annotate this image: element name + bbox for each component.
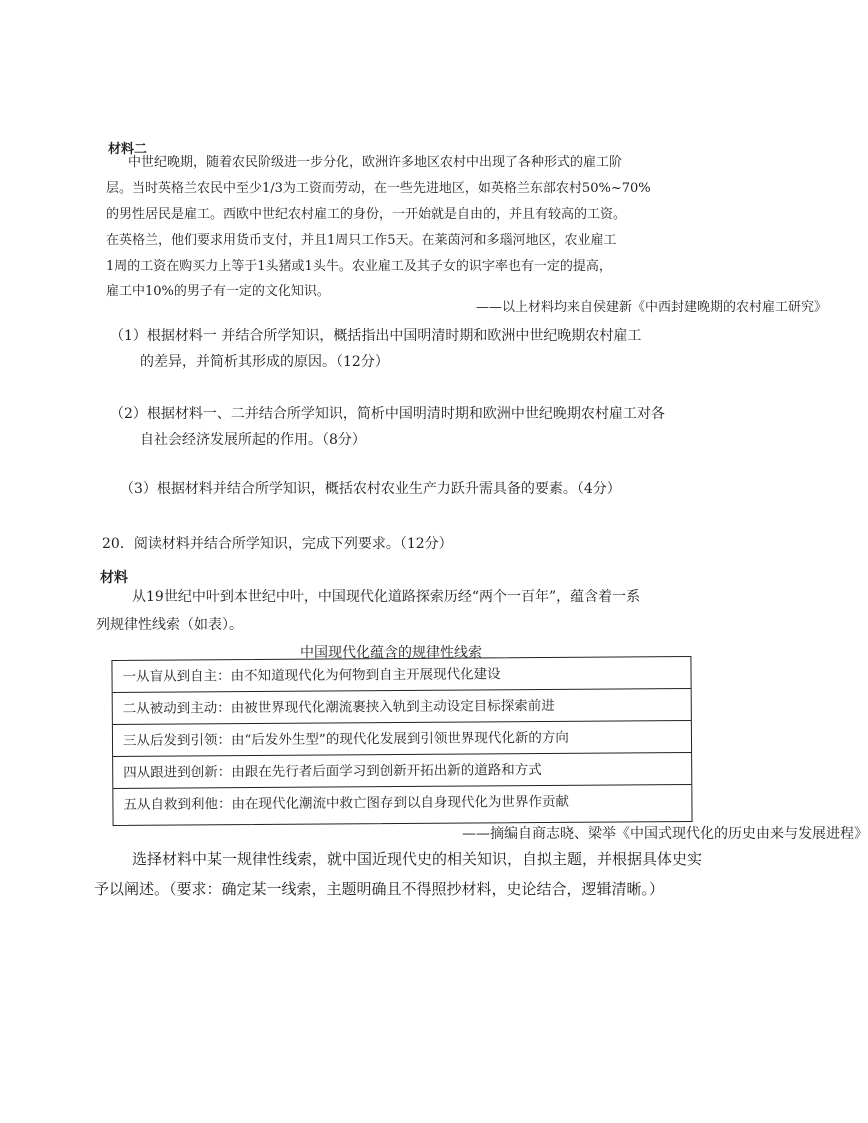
question-1-line: 的差异，并简析其形成的原因。（12分）: [140, 354, 389, 370]
table-row: 二从被动到主动：由被世界现代化潮流裹挟入轨到主动设定目标探索前进: [113, 689, 691, 725]
table-source: ——摘编自商志晓、梁举《中国式现代化的历史由来与发展进程》: [462, 826, 868, 842]
material2-line: 层。当时英格兰农民中至少1/3为工资而劳动，在一些先进地区，如英格兰东部农村50%~70%: [106, 181, 651, 196]
table-row: 一从盲从到自主：由不知道现代化为何物到自主开展现代化建设: [112, 657, 690, 693]
intro-line: 列规律性线索（如表）。: [96, 617, 243, 633]
material2-line: 在英格兰，他们要求用货币支付，并且1周只工作5天。在莱茵河和多瑙河地区，农业雇工: [106, 233, 617, 248]
question-2-line: 自社会经济发展所起的作用。（8分）: [140, 432, 366, 448]
material2-line: 中世纪晚期，随着农民阶级进一步分化，欧洲许多地区农村中出现了各种形式的雇工阶: [128, 155, 623, 170]
material2-heading: 材料二: [108, 142, 148, 157]
table-row: 四从跟进到创新：由跟在先行者后面学习到创新开拓出新的道路和方式: [113, 753, 691, 789]
task-line: 予以阐述。（要求：确定某一线索，主题明确且不得照抄材料，史论结合，逻辑清晰。）: [94, 880, 665, 898]
table-row: 五从自救到利他：由在现代化潮流中救亡图存到以自身现代化为世界作贡献: [123, 793, 569, 813]
question-20-material-heading: 材料: [100, 570, 128, 586]
table-row: 三从后发到引领：由“后发外生型”的现代化发展到引领世界现代化新的方向: [113, 721, 691, 757]
material2-line: 的男性居民是雇工。西欧中世纪农村雇工的身份，一开始就是自由的，并且有较高的工资。: [106, 207, 627, 222]
material2-line: 1周的工资在购买力上等于1头猪或1头牛。农业雇工及其子女的识字率也有一定的提高，: [106, 259, 612, 274]
task-line: 选择材料中某一规律性线索，就中国近现代史的相关知识，自拟主题，并根据具体史实: [132, 850, 703, 868]
question-20-stem: 20．阅读材料并结合所学知识，完成下列要求。（12分）: [102, 536, 453, 552]
question-3: （3）根据材料并结合所学知识，概括农村农业生产力跃升需具备的要素。（4分）: [120, 481, 621, 497]
clue-table: [111, 656, 692, 826]
material2-line: 雇工中10%的男子有一定的文化知识。: [106, 284, 330, 299]
question-2-line: （2）根据材料一、二并结合所学知识，简析中国明清时期和欧洲中世纪晚期农村雇工对各: [110, 406, 665, 422]
table-caption: 中国现代化蕴含的规律性线索: [300, 645, 482, 661]
question-1-line: （1）根据材料一 并结合所学知识，概括指出中国明清时期和欧洲中世纪晚期农村雇工: [110, 328, 642, 344]
material2-source: ——以上材料均来自侯建新《中西封建晚期的农村雇工研究》: [476, 300, 828, 315]
intro-line: 从19世纪中叶到本世纪中叶，中国现代化道路探索历经“两个一百年”，蕴含着一系: [132, 589, 641, 605]
